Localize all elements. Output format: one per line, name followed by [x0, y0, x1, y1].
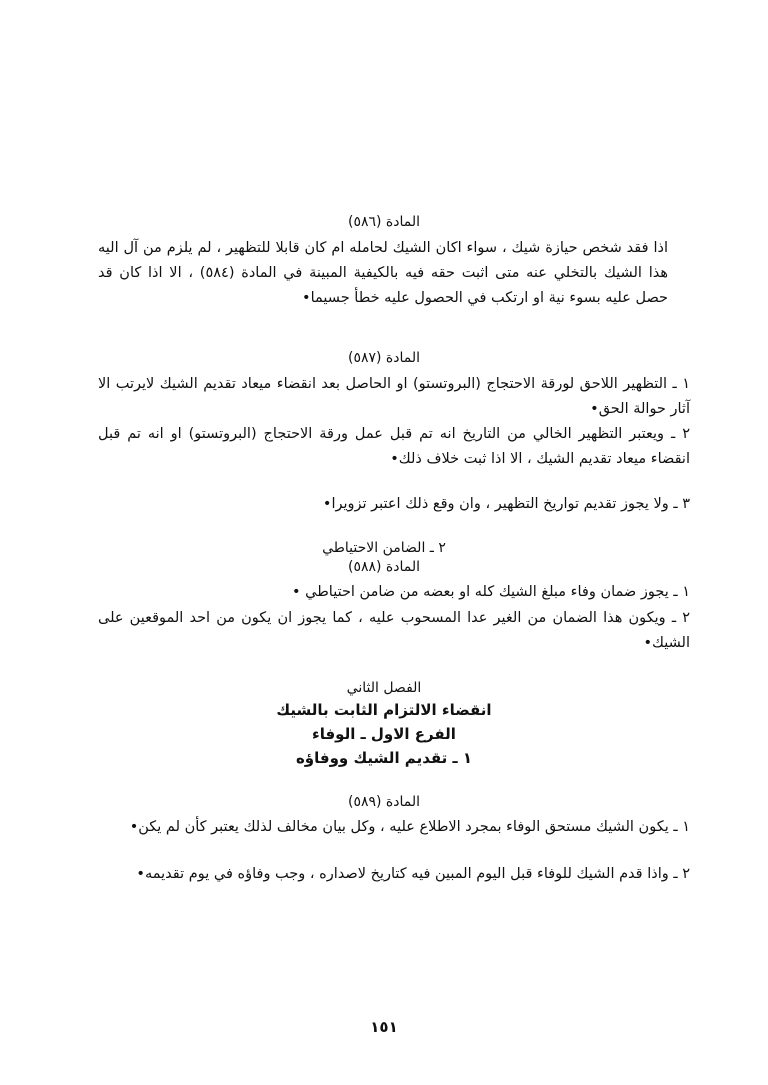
- guarantor-section-title: ٢ ـ الضامن الاحتياطي: [322, 540, 446, 556]
- article-589-heading: المادة (٥٨٩): [347, 794, 421, 810]
- article-586-paragraph: اذا فقد شخص حيازة شيك ، سواء اكان الشيك لحامله ام كان قابلا للتظهير ، لم يلزم من آل اليه هذا الشيك بالتخلي عنه متى اثبت حقه فيه بالكيفية المبينة في المادة (٥٨٤) ، الا اذا كان قد حصل عليه بسوء نية او ارتكب في الحصول عليه خطأ جسيما•: [98, 240, 668, 306]
- page-number: ١٥١: [370, 1018, 398, 1036]
- article-587-item-3: ٣ ـ ولا يجوز تقديم تواريخ التظهير ، وان وقع ذلك اعتبر تزويرا•: [322, 496, 690, 512]
- article-589-item-2: ٢ ـ واذا قدم الشيك للوفاء قبل اليوم المبين فيه كتاريخ لاصداره ، وجب وفاؤه في يوم تقديمه•: [136, 866, 690, 882]
- article-588-item-2: ٢ ـ ويكون هذا الضمان من الغير عدا المسحوب عليه ، كما يجوز ان يكون من احد الموقعين على الشيك•: [98, 610, 690, 651]
- article-587-heading: المادة (٥٨٧): [347, 350, 421, 366]
- article-587-item-1: ١ ـ التظهير اللاحق لورقة الاحتجاج (البروتستو) او الحاصل بعد انقضاء ميعاد تقديم الشيك لايرتب الا آثار حوالة الحق•: [98, 376, 690, 417]
- chapter-title: الفصل الثاني: [346, 680, 422, 696]
- article-588-heading: المادة (٥٨٨): [347, 559, 421, 575]
- subsection-title: ١ ـ تقديم الشيك ووفاؤه: [295, 749, 473, 767]
- article-588-item-1: ١ ـ يجوز ضمان وفاء مبلغ الشيك كله او بعضه من ضامن احتياطي •: [292, 584, 690, 600]
- branch-title: الفرع الاول ـ الوفاء: [312, 725, 456, 743]
- chapter-subtitle: انقضاء الالتزام الثابت بالشيك: [276, 701, 492, 719]
- article-587-item-2: ٢ ـ ويعتبر التظهير الخالي من التاريخ انه تم قبل عمل ورقة الاحتجاج (البروتستو) او انه تم قبل انقضاء ميعاد تقديم الشيك ، الا اذا ثبت خلاف ذلك•: [98, 426, 690, 467]
- article-586-heading: المادة (٥٨٦): [347, 214, 421, 230]
- article-589-item-1: ١ ـ يكون الشيك مستحق الوفاء بمجرد الاطلاع عليه ، وكل بيان مخالف لذلك يعتبر كأن لم يكن•: [129, 819, 690, 835]
